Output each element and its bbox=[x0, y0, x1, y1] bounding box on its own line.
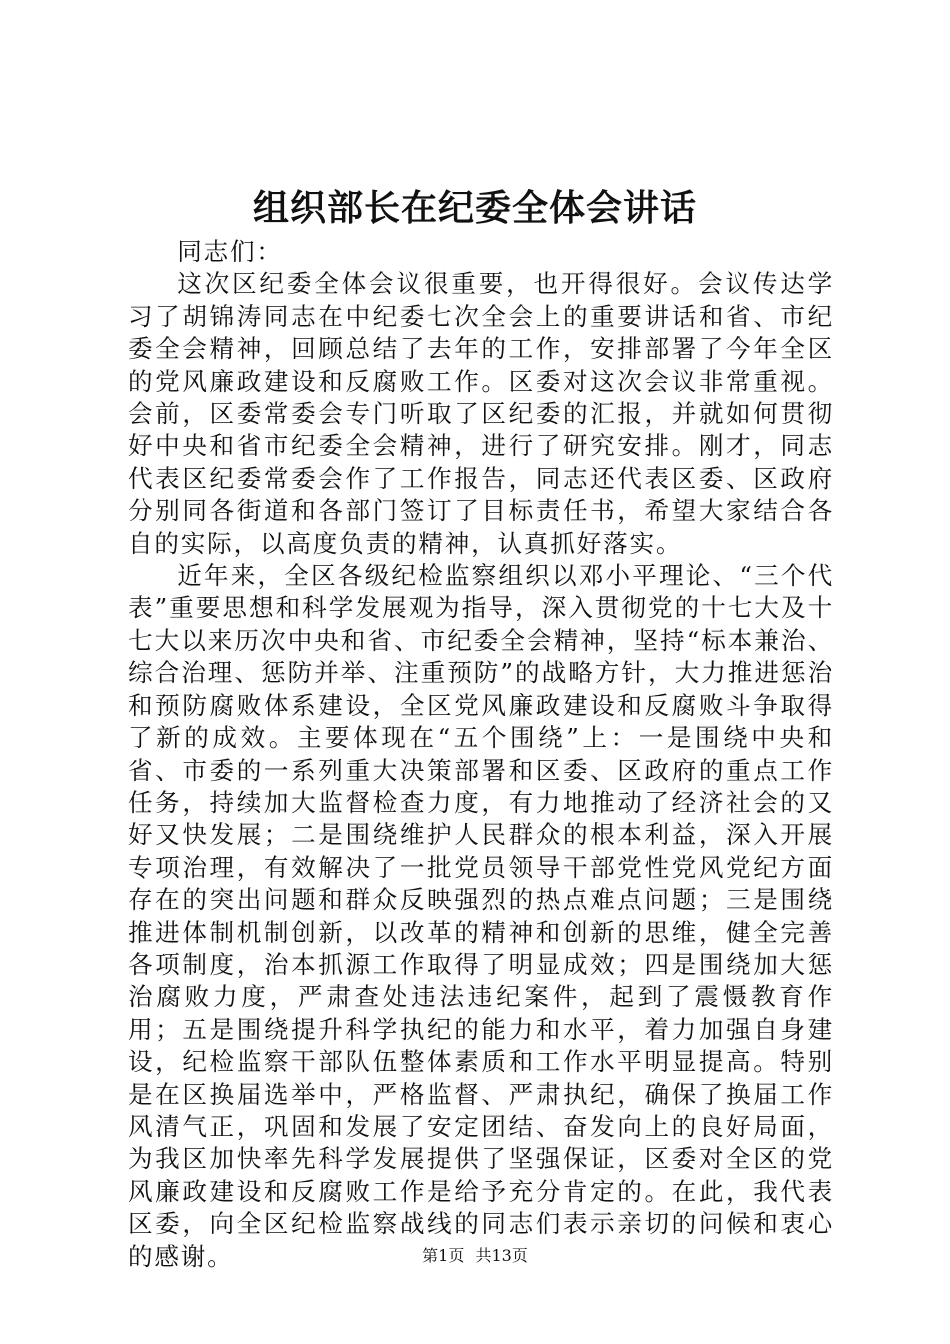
document-title: 组织部长在纪委全体会讲话 bbox=[252, 187, 697, 229]
document-body bbox=[128, 236, 834, 1273]
salutation: 同志们： bbox=[177, 237, 283, 266]
paragraph: 这次区纪委全体会议很重要，也开得很好。会议传达学习了胡锦涛同志在中纪委七次全会上的重要讲话和省、市纪委全会精神，回顾总结了去年的工作，安排部署了今年全区的党风廉政建设和反腐败工作。区委对这次会议非常重视。会前，区委常委会专门听取了区纪委的汇报，并就如何贯彻好中央和省市纪委全会精神，进行了研究安排。刚才，同志代表区纪委常委会作了工作报告，同志还代表区委、区政府分别同各街道和各部门签订了目标责任书，希望大家结合各自的实际，以高度负责的精神，认真抓好落实。 bbox=[128, 269, 834, 558]
page-footer bbox=[0, 1244, 950, 1268]
page-number: 第1页 bbox=[422, 1246, 465, 1265]
page-total: 共13页 bbox=[475, 1246, 528, 1265]
paragraph: 近年来，全区各级纪检监察组织以邓小平理论、“三个代表”重要思想和科学发展观为指导，深入贯彻党的十七大及十七大以来历次中央和省、市纪委全会精神，坚持“标本兼治、综合治理、惩防并举、注重预防”的战略方针，大力推进惩治和预防腐败体系建设，全区党风廉政建设和反腐败斗争取得了新的成效。主要体现在“五个围绕”上：一是围绕中央和省、市委的一系列重大决策部署和区委、区政府的重点工作任务，持续加大监督检查力度，有力地推动了经济社会的又好又快发展；二是围绕维护人民群众的根本利益，深入开展专项治理，有效解决了一批党员领导干部党性党风党纪方面存在的突出问题和群众反映强烈的热点难点问题；三是围绕推进体制机制创新，以改革的精神和创新的思维，健全完善各项制度，治本抓源工作取得了明显成效；四是围绕加大惩治腐败力度，严肃查处违法违纪案件，起到了震慑教育作用；五是围绕提升科学执纪的能力和水平，着力加强自身建设，纪检监察干部队伍整体素质和工作水平明显提高。特别是在区换届选举中，严格监督、严肃执纪，确保了换届工作风清气正，巩固和发展了安定团结、奋发向上的良好局面，为我区加快率先科学发展提供了坚强保证，区委对全区的党风廉政建设和反腐败工作是给予充分肯定的。在此，我代表区委，向全区纪检监察战线的同志们表示亲切的问候和衷心的感谢。 bbox=[128, 561, 834, 1271]
